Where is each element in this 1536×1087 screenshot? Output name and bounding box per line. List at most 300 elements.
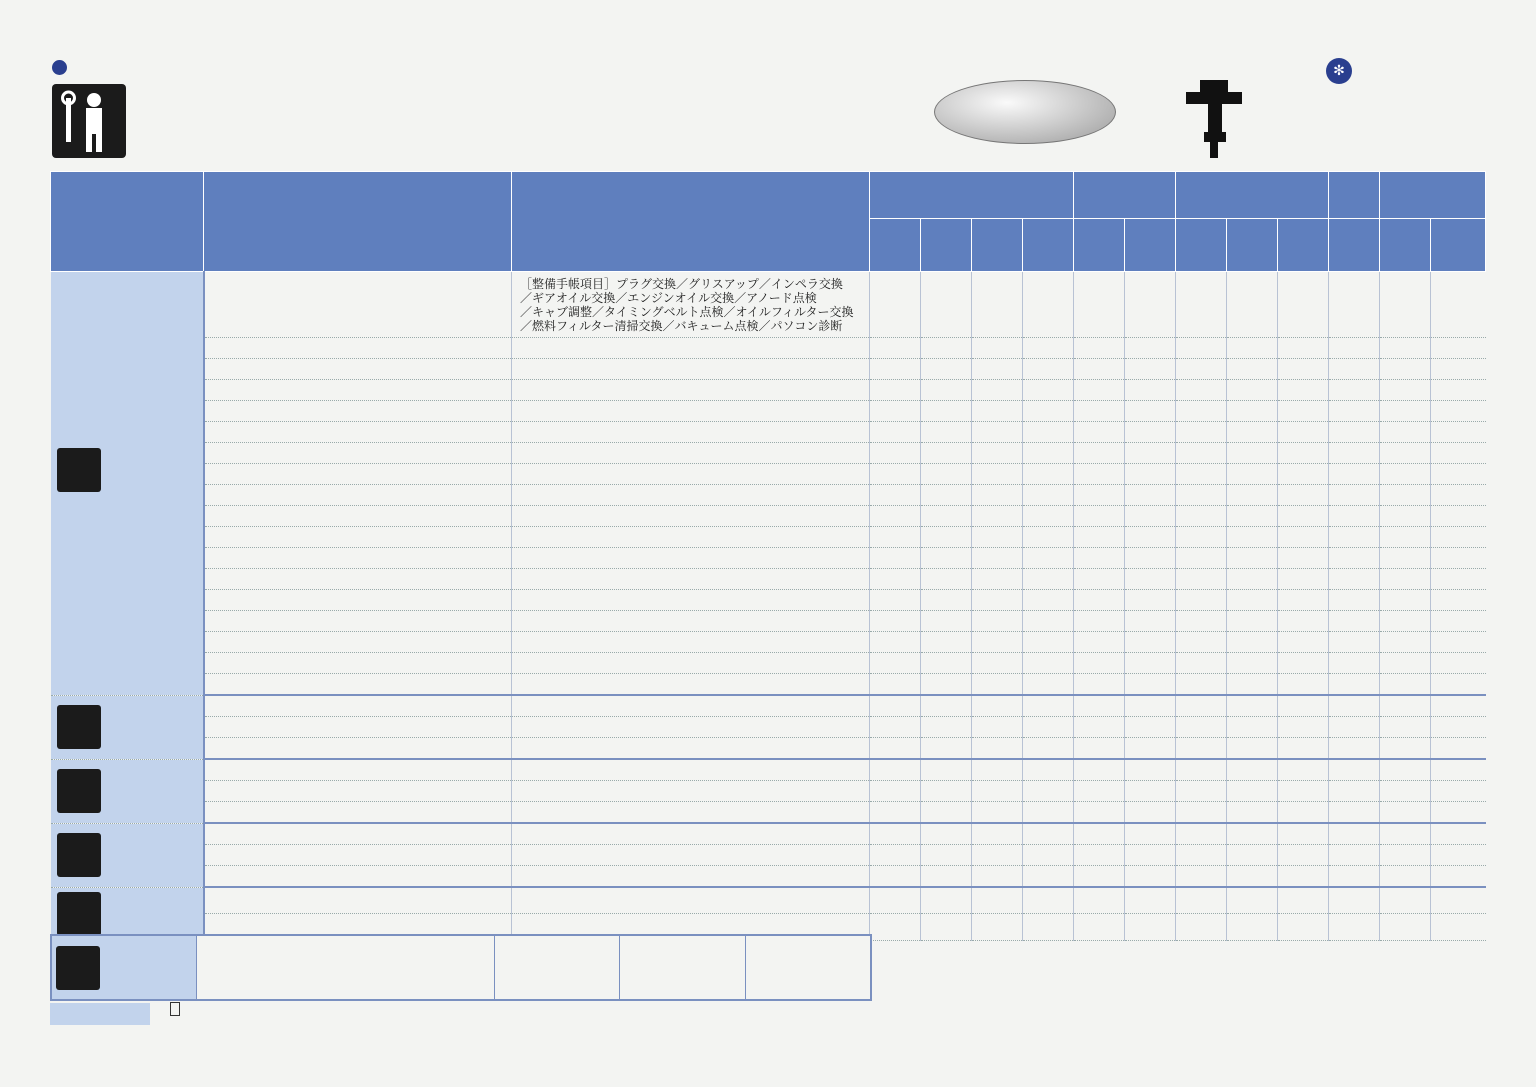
yamaha-logo xyxy=(1326,58,1358,84)
time-value xyxy=(1431,443,1486,464)
time-value xyxy=(921,653,972,674)
time-value xyxy=(972,759,1023,781)
time-value xyxy=(1278,695,1329,717)
work-condition xyxy=(512,422,870,443)
time-value xyxy=(1023,464,1074,485)
time-value xyxy=(1227,527,1278,548)
time-value xyxy=(972,632,1023,653)
time-value xyxy=(1074,759,1125,781)
time-value xyxy=(1074,359,1125,380)
time-value xyxy=(1380,485,1431,506)
work-condition xyxy=(512,527,870,548)
remarks-left xyxy=(156,1003,180,1016)
work-item xyxy=(204,443,512,464)
remote-control-row xyxy=(50,934,872,1001)
remote-lever-icon xyxy=(56,946,100,990)
work-condition xyxy=(512,569,870,590)
time-value xyxy=(1227,717,1278,738)
time-value xyxy=(1431,914,1486,940)
time-value xyxy=(1278,674,1329,696)
time-value xyxy=(1125,401,1176,422)
time-value xyxy=(1074,632,1125,653)
time-value xyxy=(1227,548,1278,569)
time-value xyxy=(870,422,921,443)
time-value xyxy=(1380,569,1431,590)
time-value xyxy=(1431,338,1486,359)
time-value xyxy=(1074,272,1125,338)
time-value xyxy=(1023,653,1074,674)
time-value xyxy=(1380,401,1431,422)
time-value xyxy=(1278,653,1329,674)
table-row xyxy=(51,443,1486,464)
time-value xyxy=(1074,738,1125,760)
time-value xyxy=(1227,401,1278,422)
time-value xyxy=(1074,802,1125,824)
time-value xyxy=(1074,590,1125,611)
time-value xyxy=(921,738,972,760)
time-value xyxy=(1380,914,1431,940)
table-row xyxy=(51,272,1486,338)
time-value xyxy=(1176,485,1227,506)
work-item xyxy=(204,845,512,866)
work-item xyxy=(204,632,512,653)
time-value xyxy=(921,359,972,380)
time-value xyxy=(1125,674,1176,696)
time-value xyxy=(1074,485,1125,506)
header-group xyxy=(1329,172,1380,219)
table-row xyxy=(51,527,1486,548)
time-value xyxy=(972,914,1023,940)
time-value xyxy=(1023,590,1074,611)
time-value xyxy=(870,759,921,781)
time-value xyxy=(972,338,1023,359)
time-value xyxy=(1074,611,1125,632)
time-value xyxy=(1431,401,1486,422)
time-value xyxy=(1176,866,1227,888)
time-value xyxy=(1329,422,1380,443)
time-value xyxy=(1125,590,1176,611)
time-value xyxy=(1329,632,1380,653)
time-value xyxy=(1278,272,1329,338)
work-condition xyxy=(512,380,870,401)
work-item xyxy=(204,548,512,569)
table-row xyxy=(51,738,1486,760)
time-value xyxy=(972,569,1023,590)
time-value xyxy=(1227,338,1278,359)
work-item xyxy=(204,674,512,696)
table-row xyxy=(51,485,1486,506)
time-value xyxy=(1329,569,1380,590)
time-value xyxy=(1125,527,1176,548)
time-value xyxy=(972,380,1023,401)
time-value xyxy=(1074,674,1125,696)
work-item xyxy=(204,506,512,527)
time-value xyxy=(1176,590,1227,611)
work-item xyxy=(204,272,512,338)
time-value xyxy=(1074,823,1125,845)
time-value xyxy=(1074,527,1125,548)
time-value xyxy=(972,674,1023,696)
time-value xyxy=(1227,272,1278,338)
time-value xyxy=(972,401,1023,422)
time-value xyxy=(1278,611,1329,632)
time-value xyxy=(1329,359,1380,380)
table-row xyxy=(51,717,1486,738)
time-value xyxy=(1023,401,1074,422)
time-value xyxy=(1329,485,1380,506)
time-value xyxy=(1176,823,1227,845)
time-value xyxy=(1329,802,1380,824)
time-value xyxy=(1380,653,1431,674)
time-value xyxy=(1176,887,1227,914)
tuning-fork-icon: ✻ xyxy=(1326,58,1352,84)
table-row xyxy=(51,506,1486,527)
wrench-inspection-icon xyxy=(57,448,101,492)
table-row xyxy=(51,359,1486,380)
table-row xyxy=(51,845,1486,866)
time-value xyxy=(870,485,921,506)
time-value xyxy=(1176,380,1227,401)
time-value xyxy=(1227,802,1278,824)
time-value xyxy=(1176,548,1227,569)
time-value xyxy=(1023,359,1074,380)
time-value xyxy=(1125,464,1176,485)
header-group xyxy=(870,172,1074,219)
time-value xyxy=(1227,695,1278,717)
time-value xyxy=(1125,845,1176,866)
time-value xyxy=(972,527,1023,548)
time-value xyxy=(972,695,1023,717)
time-value xyxy=(1329,717,1380,738)
time-value xyxy=(1125,380,1176,401)
category-cell xyxy=(51,887,204,940)
time-value xyxy=(921,380,972,401)
work-condition xyxy=(512,338,870,359)
time-value xyxy=(1125,632,1176,653)
time-value xyxy=(1227,380,1278,401)
time-value xyxy=(1329,738,1380,760)
time-value xyxy=(1278,590,1329,611)
time-value xyxy=(921,695,972,717)
time-value xyxy=(972,802,1023,824)
time-value xyxy=(1227,464,1278,485)
time-value xyxy=(1176,272,1227,338)
time-value xyxy=(1278,422,1329,443)
time-value xyxy=(870,632,921,653)
remote-type-704 xyxy=(746,936,870,999)
work-condition xyxy=(512,548,870,569)
time-value xyxy=(972,443,1023,464)
table-row xyxy=(51,674,1486,696)
header-model xyxy=(1227,219,1278,272)
time-value xyxy=(870,272,921,338)
work-item xyxy=(204,527,512,548)
time-value xyxy=(1125,443,1176,464)
time-value xyxy=(1074,380,1125,401)
work-item xyxy=(204,359,512,380)
time-value xyxy=(1023,845,1074,866)
time-value xyxy=(1380,866,1431,888)
time-value xyxy=(1278,464,1329,485)
time-value xyxy=(921,272,972,338)
table-row xyxy=(51,548,1486,569)
table-row xyxy=(51,759,1486,781)
category-cell xyxy=(51,823,204,887)
work-condition xyxy=(512,717,870,738)
time-value xyxy=(870,590,921,611)
category-cell xyxy=(51,759,204,823)
time-value xyxy=(1278,781,1329,802)
time-value xyxy=(972,845,1023,866)
time-value xyxy=(1125,914,1176,940)
standard-work-time-table xyxy=(50,171,1486,941)
time-value xyxy=(1176,717,1227,738)
time-value xyxy=(1023,738,1074,760)
time-value xyxy=(870,802,921,824)
time-value xyxy=(1431,548,1486,569)
time-value xyxy=(1329,914,1380,940)
remote-work xyxy=(197,936,494,999)
time-value xyxy=(1431,506,1486,527)
time-value xyxy=(1227,653,1278,674)
time-value xyxy=(870,914,921,940)
work-item xyxy=(204,611,512,632)
time-value xyxy=(1176,674,1227,696)
time-value xyxy=(1329,695,1380,717)
time-value xyxy=(921,802,972,824)
time-value xyxy=(972,590,1023,611)
time-value xyxy=(870,359,921,380)
time-value xyxy=(921,781,972,802)
time-value xyxy=(1074,506,1125,527)
time-value xyxy=(1227,632,1278,653)
time-value xyxy=(870,866,921,888)
time-value xyxy=(1278,738,1329,760)
time-value xyxy=(1074,338,1125,359)
table-row xyxy=(51,569,1486,590)
time-value xyxy=(1023,866,1074,888)
time-value xyxy=(1380,422,1431,443)
work-condition xyxy=(512,674,870,696)
bullet-dot-icon xyxy=(52,60,67,75)
time-value xyxy=(1074,653,1125,674)
work-condition xyxy=(512,866,870,888)
time-value xyxy=(1227,738,1278,760)
time-value xyxy=(1074,569,1125,590)
time-value xyxy=(1380,781,1431,802)
header-model xyxy=(1380,219,1431,272)
time-value xyxy=(1329,548,1380,569)
time-value xyxy=(1023,823,1074,845)
time-value xyxy=(1380,464,1431,485)
time-value xyxy=(870,781,921,802)
time-value xyxy=(870,506,921,527)
time-value xyxy=(1227,914,1278,940)
work-condition xyxy=(512,611,870,632)
time-value xyxy=(1431,866,1486,888)
time-value xyxy=(1278,359,1329,380)
time-value xyxy=(1176,653,1227,674)
header-group xyxy=(1176,172,1329,219)
time-value xyxy=(1227,443,1278,464)
time-value xyxy=(1227,569,1278,590)
time-value xyxy=(1431,845,1486,866)
header-category xyxy=(51,172,204,272)
time-value xyxy=(921,548,972,569)
time-value xyxy=(1380,359,1431,380)
time-value xyxy=(921,338,972,359)
time-value xyxy=(870,569,921,590)
time-value xyxy=(1278,338,1329,359)
time-value xyxy=(972,506,1023,527)
time-value xyxy=(1380,759,1431,781)
time-value xyxy=(972,781,1023,802)
time-value xyxy=(921,759,972,781)
time-value xyxy=(921,527,972,548)
work-item xyxy=(204,695,512,717)
remarks-label xyxy=(50,1003,150,1025)
work-item xyxy=(204,464,512,485)
work-item xyxy=(204,401,512,422)
time-value xyxy=(1278,632,1329,653)
time-value xyxy=(972,823,1023,845)
time-value xyxy=(1125,506,1176,527)
time-value xyxy=(1125,866,1176,888)
work-item xyxy=(204,717,512,738)
time-value xyxy=(1023,380,1074,401)
mechanic-icon xyxy=(52,84,126,158)
table-row xyxy=(51,887,1486,914)
time-value xyxy=(1125,759,1176,781)
time-value xyxy=(1227,845,1278,866)
category-cell xyxy=(51,695,204,759)
time-value xyxy=(1329,380,1380,401)
time-value xyxy=(1074,717,1125,738)
work-condition xyxy=(512,506,870,527)
work-condition xyxy=(512,823,870,845)
time-value xyxy=(921,590,972,611)
time-value xyxy=(1329,823,1380,845)
time-value xyxy=(972,422,1023,443)
time-value xyxy=(1227,485,1278,506)
time-value xyxy=(1329,443,1380,464)
time-value xyxy=(1176,443,1227,464)
time-value xyxy=(870,674,921,696)
time-value xyxy=(1278,914,1329,940)
time-value xyxy=(1023,527,1074,548)
header-condition xyxy=(512,172,870,272)
time-value xyxy=(870,527,921,548)
work-item xyxy=(204,380,512,401)
time-value xyxy=(1278,548,1329,569)
time-value xyxy=(921,506,972,527)
time-value xyxy=(921,887,972,914)
work-condition xyxy=(512,802,870,824)
work-condition xyxy=(512,738,870,760)
time-value xyxy=(1431,653,1486,674)
time-value xyxy=(1176,695,1227,717)
time-value xyxy=(1023,887,1074,914)
time-value xyxy=(870,887,921,914)
work-item xyxy=(204,781,512,802)
time-value xyxy=(1278,506,1329,527)
time-value xyxy=(972,272,1023,338)
time-value xyxy=(1125,802,1176,824)
table-row xyxy=(51,401,1486,422)
time-value xyxy=(1023,695,1074,717)
time-value xyxy=(1380,887,1431,914)
time-value xyxy=(1329,866,1380,888)
work-item xyxy=(204,338,512,359)
time-value xyxy=(1227,759,1278,781)
time-value xyxy=(1431,422,1486,443)
header-group xyxy=(1380,172,1486,219)
header-model xyxy=(1278,219,1329,272)
time-value xyxy=(1074,443,1125,464)
time-value xyxy=(1176,569,1227,590)
time-value xyxy=(1227,611,1278,632)
work-condition xyxy=(512,845,870,866)
time-value xyxy=(1278,569,1329,590)
time-value xyxy=(1329,506,1380,527)
table-row xyxy=(51,802,1486,824)
time-value xyxy=(921,443,972,464)
remote-type-703 xyxy=(620,936,745,999)
time-value xyxy=(1227,781,1278,802)
outboard-badge xyxy=(934,80,1116,144)
time-value xyxy=(1278,443,1329,464)
time-value xyxy=(1176,781,1227,802)
work-condition xyxy=(512,443,870,464)
time-value xyxy=(1380,272,1431,338)
time-value xyxy=(1176,738,1227,760)
time-value xyxy=(870,717,921,738)
time-value xyxy=(1176,759,1227,781)
time-value xyxy=(1329,781,1380,802)
time-value xyxy=(1176,527,1227,548)
time-value xyxy=(870,695,921,717)
time-value xyxy=(1431,272,1486,338)
work-condition xyxy=(512,781,870,802)
time-value xyxy=(1329,674,1380,696)
time-value xyxy=(1023,422,1074,443)
header-work xyxy=(204,172,512,272)
work-condition: ［整備手帳項目］プラグ交換／グリスアップ／インペラ交換 ／ギアオイル交換／エンジンオイル交換／アノード点検 ／キャブ調整／タイミングベルト点検／オイルフィルター交換 ／燃料フィルター清掃交換／バキューム点検／パソコン診断 xyxy=(512,272,870,338)
time-value xyxy=(1227,359,1278,380)
time-value xyxy=(1125,717,1176,738)
time-value xyxy=(1329,759,1380,781)
time-value xyxy=(1329,887,1380,914)
outboard-motor-icon xyxy=(1182,72,1246,166)
time-value xyxy=(921,422,972,443)
time-value xyxy=(1329,527,1380,548)
work-condition xyxy=(512,464,870,485)
work-item xyxy=(204,802,512,824)
travel-fee-formula xyxy=(170,1002,180,1016)
time-value xyxy=(1125,338,1176,359)
table-row xyxy=(51,338,1486,359)
time-value xyxy=(1329,401,1380,422)
work-item xyxy=(204,422,512,443)
time-value xyxy=(1227,590,1278,611)
time-value xyxy=(1380,548,1431,569)
time-value xyxy=(1278,759,1329,781)
time-value xyxy=(1125,653,1176,674)
time-value xyxy=(1278,485,1329,506)
time-value xyxy=(870,845,921,866)
time-value xyxy=(1380,802,1431,824)
header-model xyxy=(1125,219,1176,272)
